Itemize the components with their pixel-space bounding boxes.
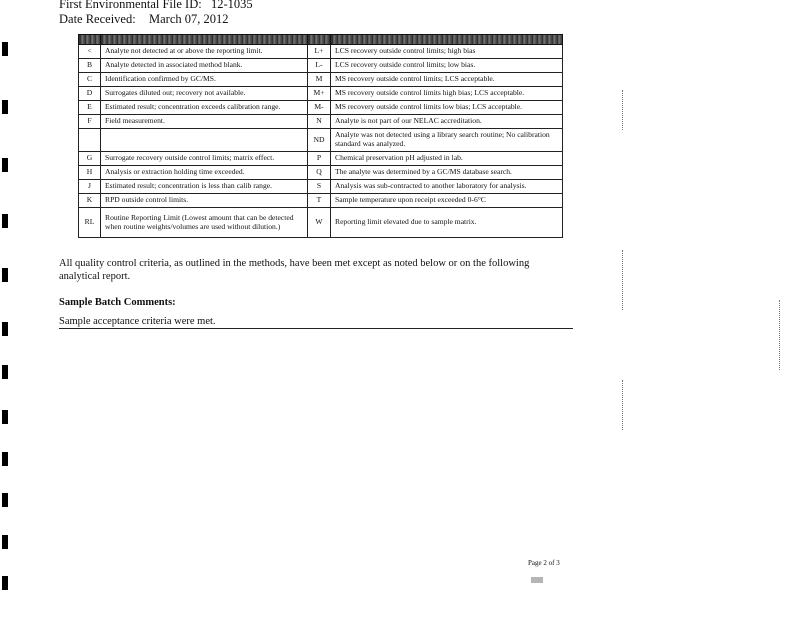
qualifier-row — [79, 45, 563, 59]
qualifier-description: MS recovery outside control limits low bias; LCS acceptable. — [331, 101, 563, 115]
scan-mark — [2, 410, 8, 424]
qualifier-description: Estimated result; concentration exceeds calibration range. — [101, 101, 308, 115]
scan-mark — [2, 100, 8, 114]
scan-mark — [2, 452, 8, 466]
qualifier-description: Analyte was not detected using a library search routine; No calibration standard was analyzed. — [331, 129, 563, 152]
qualifier-code: S — [308, 180, 331, 194]
qualifier-row — [79, 101, 563, 115]
scan-mark — [2, 158, 8, 172]
qualifier-code: E — [79, 101, 101, 115]
qualifier-code: T — [308, 194, 331, 208]
qualifier-row — [79, 194, 563, 208]
qualifier-row — [79, 73, 563, 87]
qualifier-row — [79, 129, 563, 152]
qualifier-description: LCS recovery outside control limits; low bias. — [331, 59, 563, 73]
qualifier-description: Surrogates diluted out; recovery not available. — [101, 87, 308, 101]
qualifier-description: LCS recovery outside control limits; high bias — [331, 45, 563, 59]
qualifier-code: H — [79, 166, 101, 180]
qualifier-table-header — [79, 35, 563, 45]
qualifier-row — [79, 152, 563, 166]
scan-artifact — [622, 250, 624, 310]
date-received-label: Date Received: — [59, 12, 136, 26]
qualifier-description: MS recovery outside control limits high bias; LCS acceptable. — [331, 87, 563, 101]
scan-mark — [2, 493, 8, 507]
qualifier-row — [79, 115, 563, 129]
qualifier-description: MS recovery outside control limits; LCS acceptable. — [331, 73, 563, 87]
date-received-line — [59, 12, 229, 26]
qualifier-code: J — [79, 180, 101, 194]
scan-mark — [2, 535, 8, 549]
qc-paragraph: All quality control criteria, as outlined in the methods, have been met except as noted below or on the following analytical report. — [59, 258, 530, 282]
batch-comment-text: Sample acceptance criteria were met. — [59, 316, 216, 327]
qualifier-code: N — [308, 115, 331, 129]
qualifier-description: Analyte is not part of our NELAC accreditation. — [331, 115, 563, 129]
qualifier-code: P — [308, 152, 331, 166]
batch-comments-heading: Sample Batch Comments: — [59, 297, 176, 308]
qualifier-description: Sample temperature upon receipt exceeded 0-6°C — [331, 194, 563, 208]
qualifier-code: Q — [308, 166, 331, 180]
qualifier-code: C — [79, 73, 101, 87]
qualifier-row — [79, 87, 563, 101]
qualifier-table — [78, 34, 563, 238]
qualifier-row — [79, 208, 563, 238]
qualifier-code: L- — [308, 59, 331, 73]
scan-mark — [2, 322, 8, 336]
qualifier-code: L+ — [308, 45, 331, 59]
file-id-value: 12-1035 — [211, 0, 253, 11]
date-received-value: March 07, 2012 — [149, 12, 229, 26]
qualifier-code: D — [79, 87, 101, 101]
qualifier-code: F — [79, 115, 101, 129]
scan-stamp — [531, 577, 543, 583]
scan-mark — [2, 42, 8, 56]
scan-mark — [2, 268, 8, 282]
page-number: Page 2 of 3 — [528, 559, 560, 567]
qualifier-description: Chemical preservation pH adjusted in lab. — [331, 152, 563, 166]
file-id-label: First Environmental File ID: — [59, 0, 202, 11]
qualifier-code: RL — [79, 208, 101, 238]
qualifier-code: < — [79, 45, 101, 59]
qualifier-description: Analyte not detected at or above the reporting limit. — [101, 45, 308, 59]
qualifier-description: Identification confirmed by GC/MS. — [101, 73, 308, 87]
qualifier-code: M+ — [308, 87, 331, 101]
qualifier-row — [79, 59, 563, 73]
qualifier-description: The analyte was determined by a GC/MS database search. — [331, 166, 563, 180]
qualifier-code — [79, 129, 101, 152]
qualifier-description: Surrogate recovery outside control limits; matrix effect. — [101, 152, 308, 166]
qualifier-description: Analyte detected in associated method blank. — [101, 59, 308, 73]
qualifier-description: Field measurement. — [101, 115, 308, 129]
qualifier-description: Analysis or extraction holding time exceeded. — [101, 166, 308, 180]
qualifier-code: G — [79, 152, 101, 166]
scan-artifact — [622, 380, 624, 430]
qualifier-row — [79, 166, 563, 180]
qualifier-row — [79, 180, 563, 194]
file-id-line — [59, 0, 253, 11]
qualifier-description: Estimated result; concentration is less than calib range. — [101, 180, 308, 194]
qualifier-code: K — [79, 194, 101, 208]
scan-mark — [2, 576, 8, 590]
qualifier-description — [101, 129, 308, 152]
scan-mark — [2, 214, 8, 228]
qualifier-description: Routine Reporting Limit (Lowest amount that can be detected when routine weights/volumes are used without dilution.) — [101, 208, 308, 238]
scan-artifact — [779, 300, 781, 370]
qualifier-code: B — [79, 59, 101, 73]
qualifier-code: M — [308, 73, 331, 87]
comment-underline — [59, 328, 573, 329]
qualifier-description: RPD outside control limits. — [101, 194, 308, 208]
qualifier-code: ND — [308, 129, 331, 152]
qualifier-description: Reporting limit elevated due to sample matrix. — [331, 208, 563, 238]
qualifier-description: Analysis was sub-contracted to another laboratory for analysis. — [331, 180, 563, 194]
qualifier-code: M- — [308, 101, 331, 115]
qualifier-code: W — [308, 208, 331, 238]
scan-artifact — [622, 90, 624, 130]
scan-mark — [2, 365, 8, 379]
